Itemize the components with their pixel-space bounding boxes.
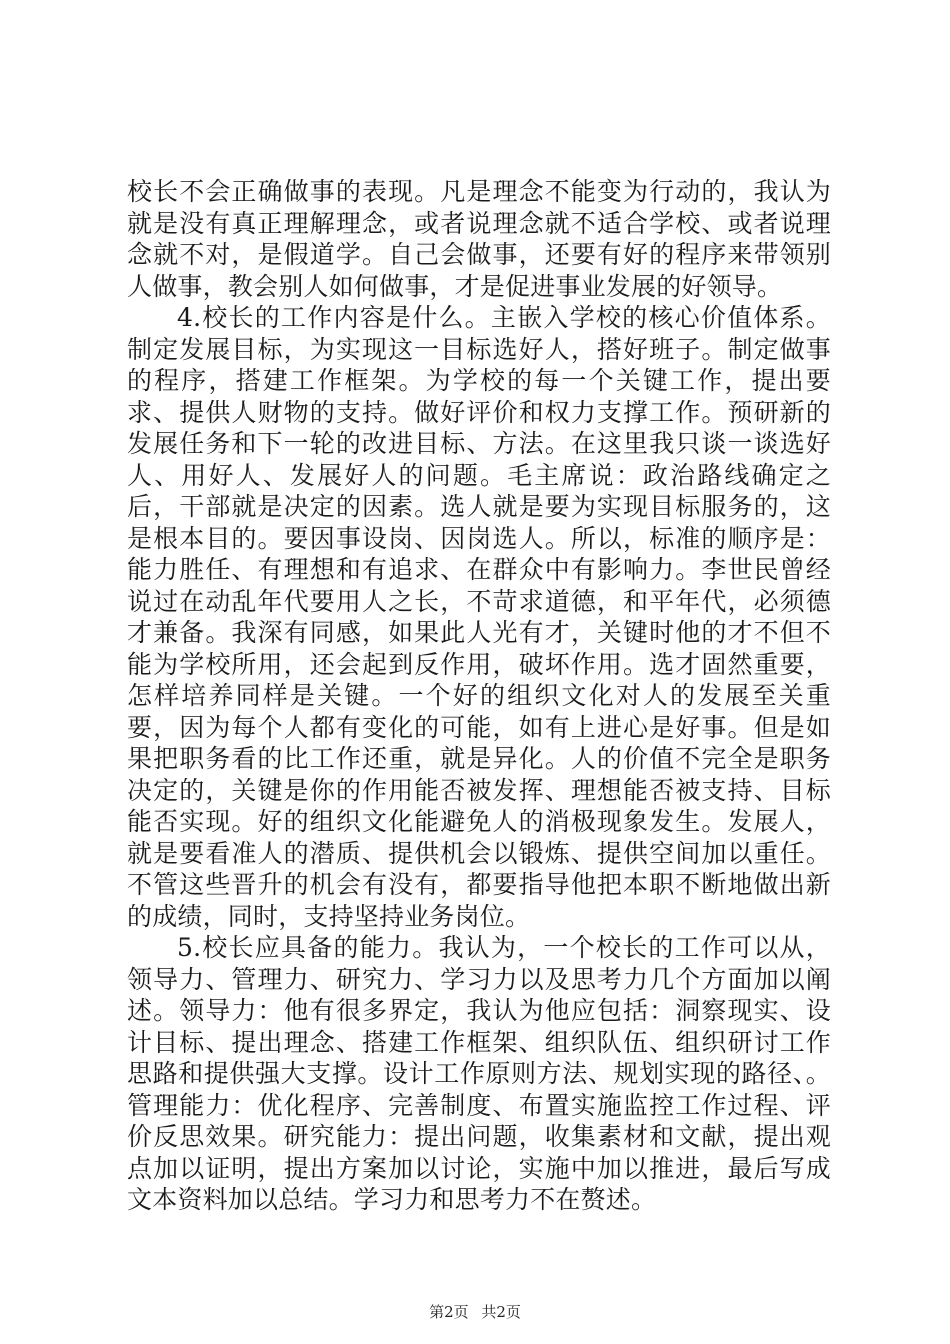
page-footer (0, 1302, 950, 1322)
paragraph-continuation: 校长不会正确做事的表现。凡是理念不能变为行动的，我认为就是没有真正理解理念，或者说理念就不适合学校、或者说理念就不对，是假道学。自己会做事，还要有好的程序来带领别人做事，教会别人如何做事，才是促进事业发展的好领导。 (127, 177, 831, 301)
page-number: 第2页 (429, 1303, 469, 1321)
document-body (127, 176, 831, 1216)
paragraph-section-4: 4.校长的工作内容是什么。主嵌入学校的核心价值体系。制定发展目标，为实现这一目标选好人，搭好班子。制定做事的程序，搭建工作框架。为学校的每一个关键工作，提出要求、提供人财物的支持。做好评价和权力支撑工作。预研新的发展任务和下一轮的改进目标、方法。在这里我只谈一谈选好人、用好人、发展好人的问题。毛主席说：政治路线确定之后，干部就是决定的因素。选人就是要为实现目标服务的，这是根本目的。要因事设岗、因岗选人。所以，标准的顺序是：能力胜任、有理想和有追求、在群众中有影响力。李世民曾经说过在动乱年代要用人之长，不苛求道德，和平年代，必须德才兼备。我深有同感，如果此人光有才，关键时他的才不但不能为学校所用，还会起到反作用，破坏作用。选才固然重要，怎样培养同样是关键。一个好的组织文化对人的发展至关重要，因为每个人都有变化的可能，如有上进心是好事。但是如果把职务看的比工作还重，就是异化。人的价值不完全是职务决定的，关键是你的作用能否被发挥、理想能否被支持、目标能否实现。好的组织文化能避免人的消极现象发生。发展人，就是要看准人的潜质、提供机会以锻炼、提供空间加以重任。不管这些晋升的机会有没有，都要指导他把本职不断地做出新的成绩，同时，支持坚持业务岗位。 (127, 303, 831, 931)
page-total: 共2页 (481, 1303, 521, 1321)
paragraph-section-5: 5.校长应具备的能力。我认为，一个校长的工作可以从，领导力、管理力、研究力、学习力以及思考力几个方面加以阐述。领导力：他有很多界定，我认为他应包括：洞察现实、设计目标、提出理念、搭建工作框架、组织队伍、组织研讨工作思路和提供强大支撑。设计工作原则方法、规划实现的路径、。管理能力：优化程序、完善制度、布置实施监控工作过程、评价反思效果。研究能力：提出问题，收集素材和文献，提出观点加以证明，提出方案加以讨论，实施中加以推进，最后写成文本资料加以总结。学习力和思考力不在赘述。 (127, 933, 831, 1214)
